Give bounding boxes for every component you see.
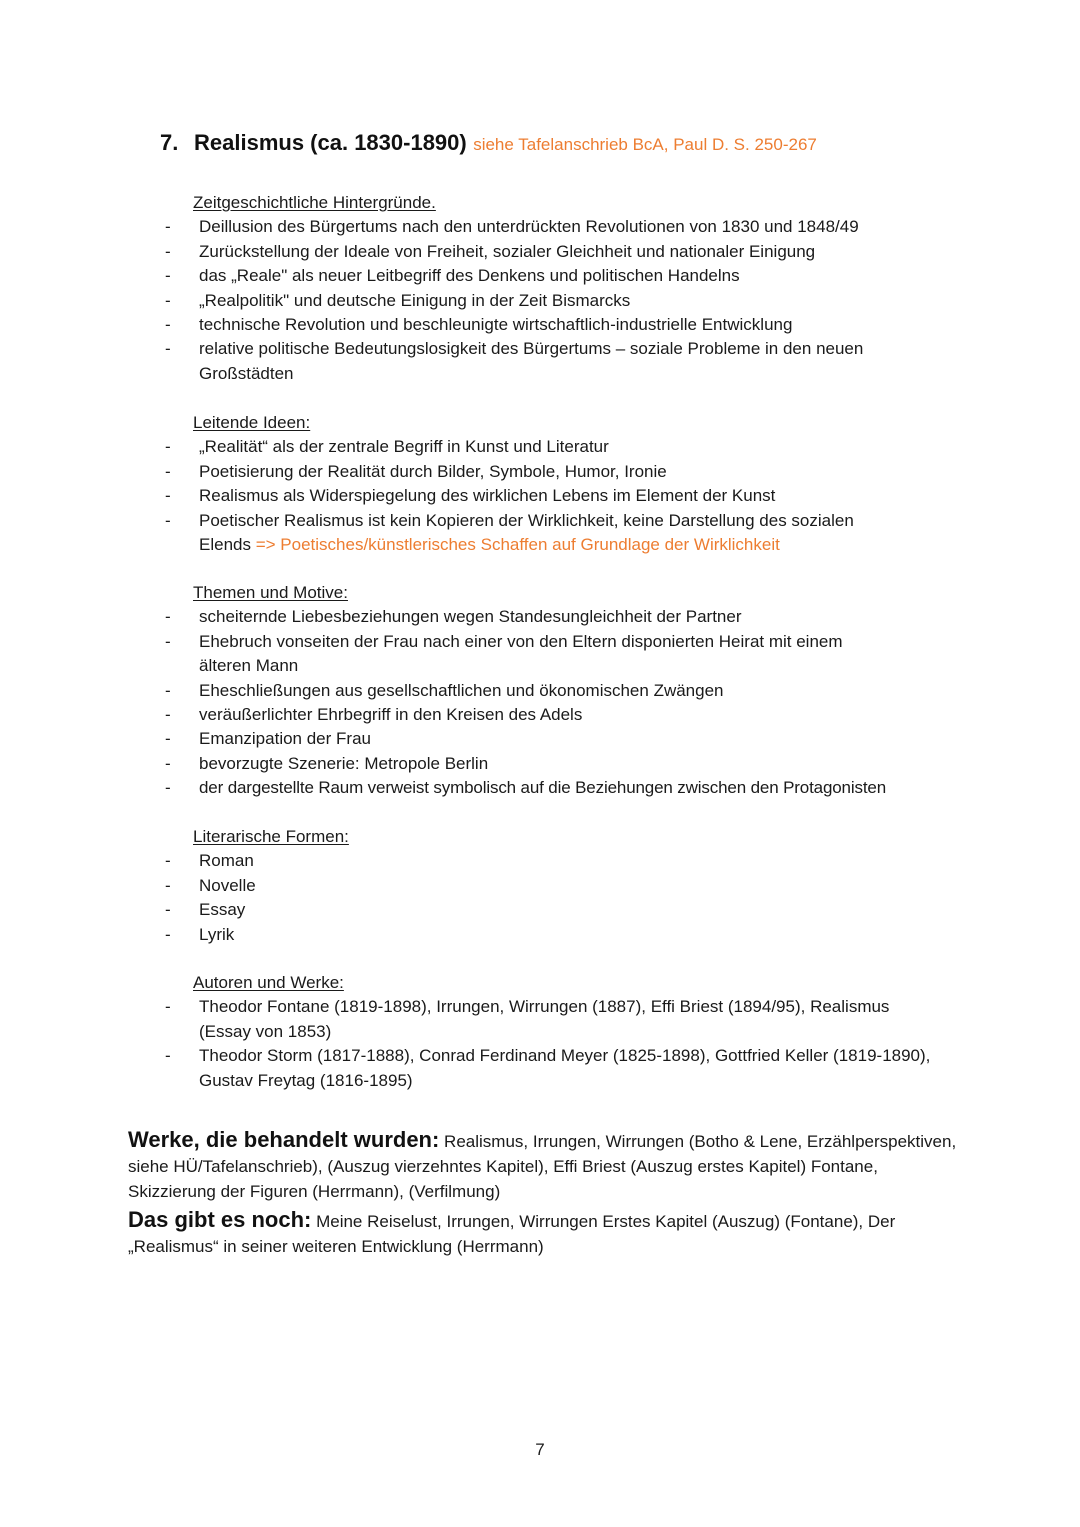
list-item-text: veräußerlichter Ehrbegriff in den Kreisen des Adels — [199, 705, 583, 725]
bullet-dash: - — [165, 315, 171, 335]
list-item-text: Poetischer Realismus ist kein Kopieren der Wirklichkeit, keine Darstellung des sozialen Elends — [199, 510, 854, 555]
section-title-themen: Themen und Motive: — [193, 583, 348, 602]
list-item — [165, 509, 985, 558]
bullet-dash: - — [165, 241, 171, 261]
list-item — [165, 240, 985, 264]
bullet-dash: - — [165, 705, 171, 725]
section-title-formen: Literarische Formen: — [193, 827, 349, 846]
bullet-dash: - — [165, 461, 171, 481]
list-item-text: Zurückstellung der Ideale von Freiheit, sozialer Gleichheit und nationaler Einigung — [199, 241, 816, 261]
list-item-text: Theodor Fontane (1819-1898), Irrungen, Wirrungen (1887), Effi Briest (1894/95), Realismus (Essay von 1853) — [199, 997, 890, 1041]
summary-noch-text: Meine Reiselust, Irrungen, Wirrungen Erstes Kapitel (Auszug) (Fontane), Der „Realismus“ in seiner weiteren Entwicklung (Herrmann) — [128, 1212, 896, 1256]
list-item — [165, 337, 985, 386]
section-title-autoren: Autoren und Werke: — [193, 973, 344, 992]
highlight-text: => Poetisches/künstlerisches Schaffen auf Grundlage der Wirklichkeit — [255, 535, 780, 555]
list-item — [165, 923, 985, 947]
list-item — [165, 703, 985, 727]
bullet-dash: - — [165, 924, 171, 944]
list-item — [165, 435, 985, 459]
list-ideen — [165, 435, 985, 557]
list-item-text: Eheschließungen aus gesellschaftlichen und ökonomischen Zwängen — [199, 680, 724, 700]
bullet-dash: - — [165, 851, 171, 871]
list-item-text: Deillusion des Bürgertums nach den unterdrückten Revolutionen von 1830 und 1848/49 — [199, 217, 859, 237]
list-item — [165, 484, 985, 508]
list-item-text: Essay — [199, 900, 246, 920]
list-item-text: Theodor Storm (1817-1888), Conrad Ferdinand Meyer (1825-1898), Gottfried Keller (1819-1890), Gustav Freytag (1816-1895) — [199, 1046, 931, 1090]
chapter-reference: siehe Tafelanschrieb BcA, Paul D. S. 250-267 — [473, 135, 817, 154]
section-ideen — [165, 411, 985, 557]
list-item — [165, 752, 985, 776]
list-hintergruende — [165, 215, 985, 386]
list-item — [165, 264, 985, 288]
bullet-dash: - — [165, 486, 171, 506]
section-autoren — [165, 971, 985, 1093]
list-item — [165, 874, 985, 898]
list-formen — [165, 849, 985, 947]
list-item-text: der dargestellte Raum verweist symbolisch auf die Beziehungen zwischen den Protagonisten — [199, 778, 887, 798]
bullet-dash: - — [165, 217, 171, 237]
list-item-text: Lyrik — [199, 924, 235, 944]
bullet-dash: - — [165, 631, 171, 651]
list-item — [165, 289, 985, 313]
list-item — [165, 727, 985, 751]
list-item-text: bevorzugte Szenerie: Metropole Berlin — [199, 753, 489, 773]
list-item-text: scheiternde Liebesbeziehungen wegen Standesungleichheit der Partner — [199, 607, 742, 627]
list-item-text: Roman — [199, 851, 254, 871]
list-item — [165, 313, 985, 337]
list-item — [165, 1044, 985, 1093]
list-item-text: Poetisierung der Realität durch Bilder, Symbole, Humor, Ironie — [199, 461, 667, 481]
bullet-dash: - — [165, 680, 171, 700]
list-item-text: Realismus als Widerspiegelung des wirklichen Lebens im Element der Kunst — [199, 486, 776, 506]
list-item — [165, 995, 985, 1044]
page-number: 7 — [535, 1440, 545, 1459]
summary-behandelt-label: Werke, die behandelt wurden: — [128, 1127, 440, 1152]
list-item — [165, 776, 985, 800]
bullet-dash: - — [165, 1046, 171, 1066]
summary-behandelt — [128, 1127, 958, 1204]
list-item-text: „Realität“ als der zentrale Begriff in Kunst und Literatur — [199, 437, 609, 457]
list-item — [165, 849, 985, 873]
bullet-dash: - — [165, 997, 171, 1017]
summary-noch-label: Das gibt es noch: — [128, 1207, 312, 1232]
summary-noch — [128, 1207, 958, 1259]
list-item — [165, 605, 985, 629]
section-hintergruende — [165, 191, 985, 386]
bullet-dash: - — [165, 778, 171, 798]
list-themen — [165, 605, 985, 800]
list-item — [165, 215, 985, 239]
bullet-dash: - — [165, 900, 171, 920]
list-item-text: relative politische Bedeutungslosigkeit des Bürgertums – soziale Probleme in den neuen Großstädten — [199, 339, 864, 383]
chapter-number: 7. — [160, 130, 179, 155]
bullet-dash: - — [165, 266, 171, 286]
chapter-heading — [160, 130, 817, 156]
bullet-dash: - — [165, 290, 171, 310]
list-item — [165, 630, 985, 679]
section-title-hintergruende: Zeitgeschichtliche Hintergründe. — [193, 193, 436, 212]
list-item-text: das „Reale" als neuer Leitbegriff des Denkens und politischen Handelns — [199, 266, 740, 286]
bullet-dash: - — [165, 510, 171, 530]
list-item-text: Novelle — [199, 875, 256, 895]
list-item-text: technische Revolution und beschleunigte wirtschaftlich-industrielle Entwicklung — [199, 315, 793, 335]
bullet-dash: - — [165, 729, 171, 749]
list-autoren — [165, 995, 985, 1093]
section-title-ideen: Leitende Ideen: — [193, 413, 311, 432]
list-item — [165, 460, 985, 484]
bullet-dash: - — [165, 875, 171, 895]
bullet-dash: - — [165, 339, 171, 359]
list-item-text: Ehebruch vonseiten der Frau nach einer von den Eltern disponierten Heirat mit einem älteren Mann — [199, 631, 843, 676]
section-formen — [165, 825, 985, 947]
bullet-dash: - — [165, 437, 171, 457]
summary-behandelt-text: Realismus, Irrungen, Wirrungen (Botho & Lene, Erzählperspektiven, siehe HÜ/Tafelanschrieb), (Auszug vierzehntes Kapitel), Effi Briest (Auszug erstes Kapitel) Fontane, Skizzierung der Figuren (Herrmann), (Verfilmung) — [128, 1132, 957, 1201]
list-item — [165, 898, 985, 922]
chapter-title: Realismus (ca. 1830-1890) — [194, 130, 467, 155]
bullet-dash: - — [165, 607, 171, 627]
list-item-text: Emanzipation der Frau — [199, 729, 371, 749]
list-item — [165, 679, 985, 703]
list-item-text: „Realpolitik" und deutsche Einigung in der Zeit Bismarcks — [199, 290, 631, 310]
bullet-dash: - — [165, 753, 171, 773]
section-themen — [165, 581, 985, 801]
